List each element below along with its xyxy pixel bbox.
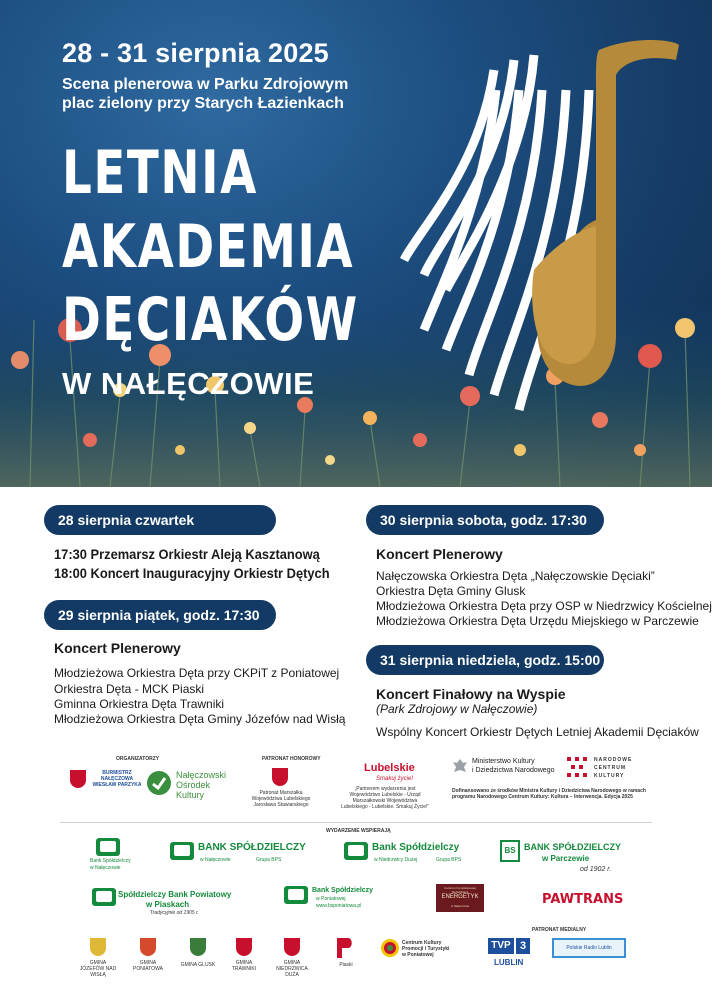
sponsor-divider bbox=[60, 822, 652, 823]
day3-item-3: Młodzieżowa Orkiestra Dęta przy OSP w Niedrzwicy Kościelnej bbox=[376, 599, 712, 613]
radio-label: Polskie Radio Lublin bbox=[566, 945, 612, 951]
bank-logo-icon bbox=[170, 842, 194, 860]
bank-logo-icon bbox=[92, 888, 116, 906]
bank5-since: Tradycyjnie od 1905 r. bbox=[150, 910, 199, 916]
day3-item-1: Nałęczowska Orkiestra Dęta „Nałęczowskie Dęciaki” bbox=[376, 569, 655, 583]
nck-line-2: CENTRUM bbox=[594, 765, 626, 771]
day-heading-31: 31 sierpnia niedziela, godz. 15:00 bbox=[366, 645, 604, 675]
day3-item-2: Orkiestra Dęta Gminy Glusk bbox=[376, 584, 526, 598]
day2-title: Koncert Plenerowy bbox=[54, 640, 181, 656]
osrodek-line-2: Ośrodek bbox=[176, 780, 211, 790]
honorary-label: PATRONAT HONOROWY bbox=[262, 756, 321, 762]
day1-item-2: 18:00 Koncert Inauguracyjny Orkiestr Dętych bbox=[54, 565, 330, 581]
gmina-jozefow-label: GMINA JÓZEFÓW NAD WISŁĄ bbox=[79, 960, 117, 978]
nck-logo-icon bbox=[566, 756, 588, 778]
osrodek-line-3: Kultury bbox=[176, 790, 205, 800]
title-line-2: AKADEMIA bbox=[62, 212, 355, 282]
radio-lublin-logo bbox=[552, 938, 626, 958]
ckpit-logo-icon bbox=[380, 938, 400, 958]
gmina-niedrzwica-crest-icon bbox=[284, 938, 300, 956]
ckpit-label: Centrum Kultury Promocji i Turystyki w Poniatowej bbox=[402, 940, 450, 958]
bank4-sub: w Parczewie bbox=[542, 854, 590, 863]
day-heading-29: 29 sierpnia piątek, godz. 17:30 bbox=[44, 600, 276, 630]
ministry-line-1: Ministerstwo Kultury bbox=[472, 758, 535, 765]
energetyk-logo bbox=[436, 884, 484, 912]
gmina-glusk-crest-icon bbox=[190, 938, 206, 956]
day2-item-4: Młodzieżowa Orkiestra Dęta Gminy Józefów nad Wisłą bbox=[54, 712, 346, 726]
tvp-logo: TVP bbox=[488, 938, 514, 954]
tvp-city: LUBLIN bbox=[494, 958, 524, 967]
bank4-since: od 1902 r. bbox=[580, 866, 612, 873]
lubelskie-note: „Partnerem wydarzenia jest Województwo Lubelskie - Urząd Marszałkowski Województwa Lubelskiego - Lubelskie. Smakuj Życie!” bbox=[340, 786, 430, 810]
day4-title: Koncert Finałowy na Wyspie bbox=[376, 686, 566, 702]
energetyk-top: Centrum Kompleksowej Rehabilitacji bbox=[444, 886, 476, 894]
funding-note: Dofinansowano ze środków Ministra Kultury i Dziedzictwa Narodowego w ramach programu Narodowego Centrum Kultury: Kultura – Interwencja. Edycja 2025 bbox=[452, 788, 646, 800]
bank2-name: BANK SPÓŁDZIELCZY bbox=[198, 842, 306, 853]
gmina-niedrzwica-label: GMINA NIEDRZWICA DUŻA bbox=[276, 960, 308, 978]
venue-line-1: Scena plenerowa w Parku Zdrojowym bbox=[62, 76, 349, 93]
lubelskie-crest-icon bbox=[272, 768, 288, 786]
day1-item-1: 17:30 Przemarsz Orkiestr Aleją Kasztanową bbox=[54, 546, 320, 562]
bank3-group: Grupa BPS bbox=[436, 857, 462, 863]
marszalek-patronage: Patronat Marszałka Województwa Lubelskiego Jarosława Stawiarskiego bbox=[251, 790, 311, 808]
ministry-line-2: i Dziedzictwa Narodowego bbox=[472, 767, 555, 774]
nck-line-1: NARODOWE bbox=[594, 757, 633, 763]
organizers-label: ORGANIZATORZY bbox=[116, 756, 160, 762]
gmina-jozefow-crest-icon bbox=[90, 938, 106, 956]
bank3-sub: w Niedrzwicy Dużej bbox=[374, 857, 418, 863]
energetyk-sub: w Nałęczowie bbox=[450, 904, 470, 908]
bank1-small-name: Bank Spółdzielczy bbox=[90, 858, 131, 864]
gmina-poniatowa-label: GMINA PONIATOWA bbox=[133, 960, 163, 972]
day2-item-3: Gminna Orkiestra Dęta Trawniki bbox=[54, 697, 225, 711]
bank4-name: BANK SPÓŁDZIELCZY bbox=[524, 842, 622, 852]
saxophone-logo bbox=[384, 30, 684, 430]
bank-logo-icon bbox=[284, 886, 308, 904]
polish-eagle-icon bbox=[452, 758, 468, 776]
day3-item-4: Młodzieżowa Orkiestra Dęta Urzędu Miejskiego w Parczewie bbox=[376, 614, 699, 628]
gmina-poniatowa-crest-icon bbox=[140, 938, 156, 956]
title-line-3: DĘCIAKÓW bbox=[62, 285, 359, 355]
bank2-sub: w Nałęczowie bbox=[200, 857, 231, 863]
lubelskie-slogan: Smakuj życie! bbox=[376, 776, 414, 782]
bank6-name: Bank Spółdzielczy bbox=[312, 887, 374, 894]
bank-logo-icon bbox=[96, 838, 120, 856]
piaski-logo-icon bbox=[334, 936, 354, 960]
day-heading-30: 30 sierpnia sobota, godz. 17:30 bbox=[366, 505, 604, 535]
gmina-glusk-label: GMINA GLUSK bbox=[180, 962, 216, 968]
piaski-label: Piaski bbox=[339, 962, 353, 968]
title-line-4: W NAŁĘCZOWIE bbox=[62, 366, 315, 401]
day4-subtitle: (Park Zdrojowy w Nałęczowie) bbox=[376, 702, 538, 716]
hero-banner bbox=[0, 0, 712, 487]
naleczow-crest-icon bbox=[70, 770, 86, 788]
bank-logo-icon bbox=[344, 842, 368, 860]
osrodek-line-1: Nałęczowski bbox=[176, 770, 227, 780]
osrodek-kultury-logo-icon bbox=[146, 770, 172, 796]
day-heading-28: 28 sierpnia czwartek bbox=[44, 505, 276, 535]
bank2-group: Grupa BPS bbox=[256, 857, 282, 863]
energetyk-name: ENERGETYK bbox=[441, 894, 479, 900]
gmina-trawniki-crest-icon bbox=[236, 938, 252, 956]
lubelskie-logo: Lubelskie bbox=[364, 762, 415, 774]
bank1-small-sub: w Nałęczowie bbox=[90, 865, 121, 871]
event-date: 28 - 31 sierpnia 2025 bbox=[62, 38, 329, 68]
bank5-name: Spółdzielczy Bank Powiatowy bbox=[118, 890, 232, 899]
bank4-badge-icon: BS bbox=[500, 840, 520, 862]
media-label: PATRONAT MEDIALNY bbox=[532, 927, 587, 933]
burmistrz-label: BURMISTRZ NAŁĘCZOWA WIESŁAW PARZYKA bbox=[92, 770, 142, 788]
bank5-sub: w Piaskach bbox=[146, 900, 190, 909]
tvp-number: 3 bbox=[516, 938, 530, 954]
support-label: WYDARZENIE WSPIERAJĄ bbox=[326, 828, 391, 834]
bank3-name: Bank Spółdzielczy bbox=[372, 842, 460, 853]
nck-line-3: KULTURY bbox=[594, 773, 625, 779]
pawtrans-logo: PAWTRANS bbox=[542, 892, 624, 907]
title-line-1: LETNIA bbox=[62, 138, 258, 208]
bank6-sub: w Poniatowej bbox=[316, 896, 346, 902]
day4-description: Wspólny Koncert Orkiestr Dętych Letniej Akademii Dęciaków bbox=[376, 725, 699, 739]
day2-item-1: Młodzieżowa Orkiestra Dęta przy CKPiT z Poniatowej bbox=[54, 666, 340, 680]
gmina-trawniki-label: GMINA TRAWNIKI bbox=[231, 960, 257, 972]
bank6-url: www.bsponiatowa.pl bbox=[316, 903, 362, 909]
day2-item-2: Orkiestra Dęta - MCK Piaski bbox=[54, 682, 205, 696]
day3-title: Koncert Plenerowy bbox=[376, 546, 503, 562]
venue-line-2: plac zielony przy Starych Łazienkach bbox=[62, 95, 344, 112]
